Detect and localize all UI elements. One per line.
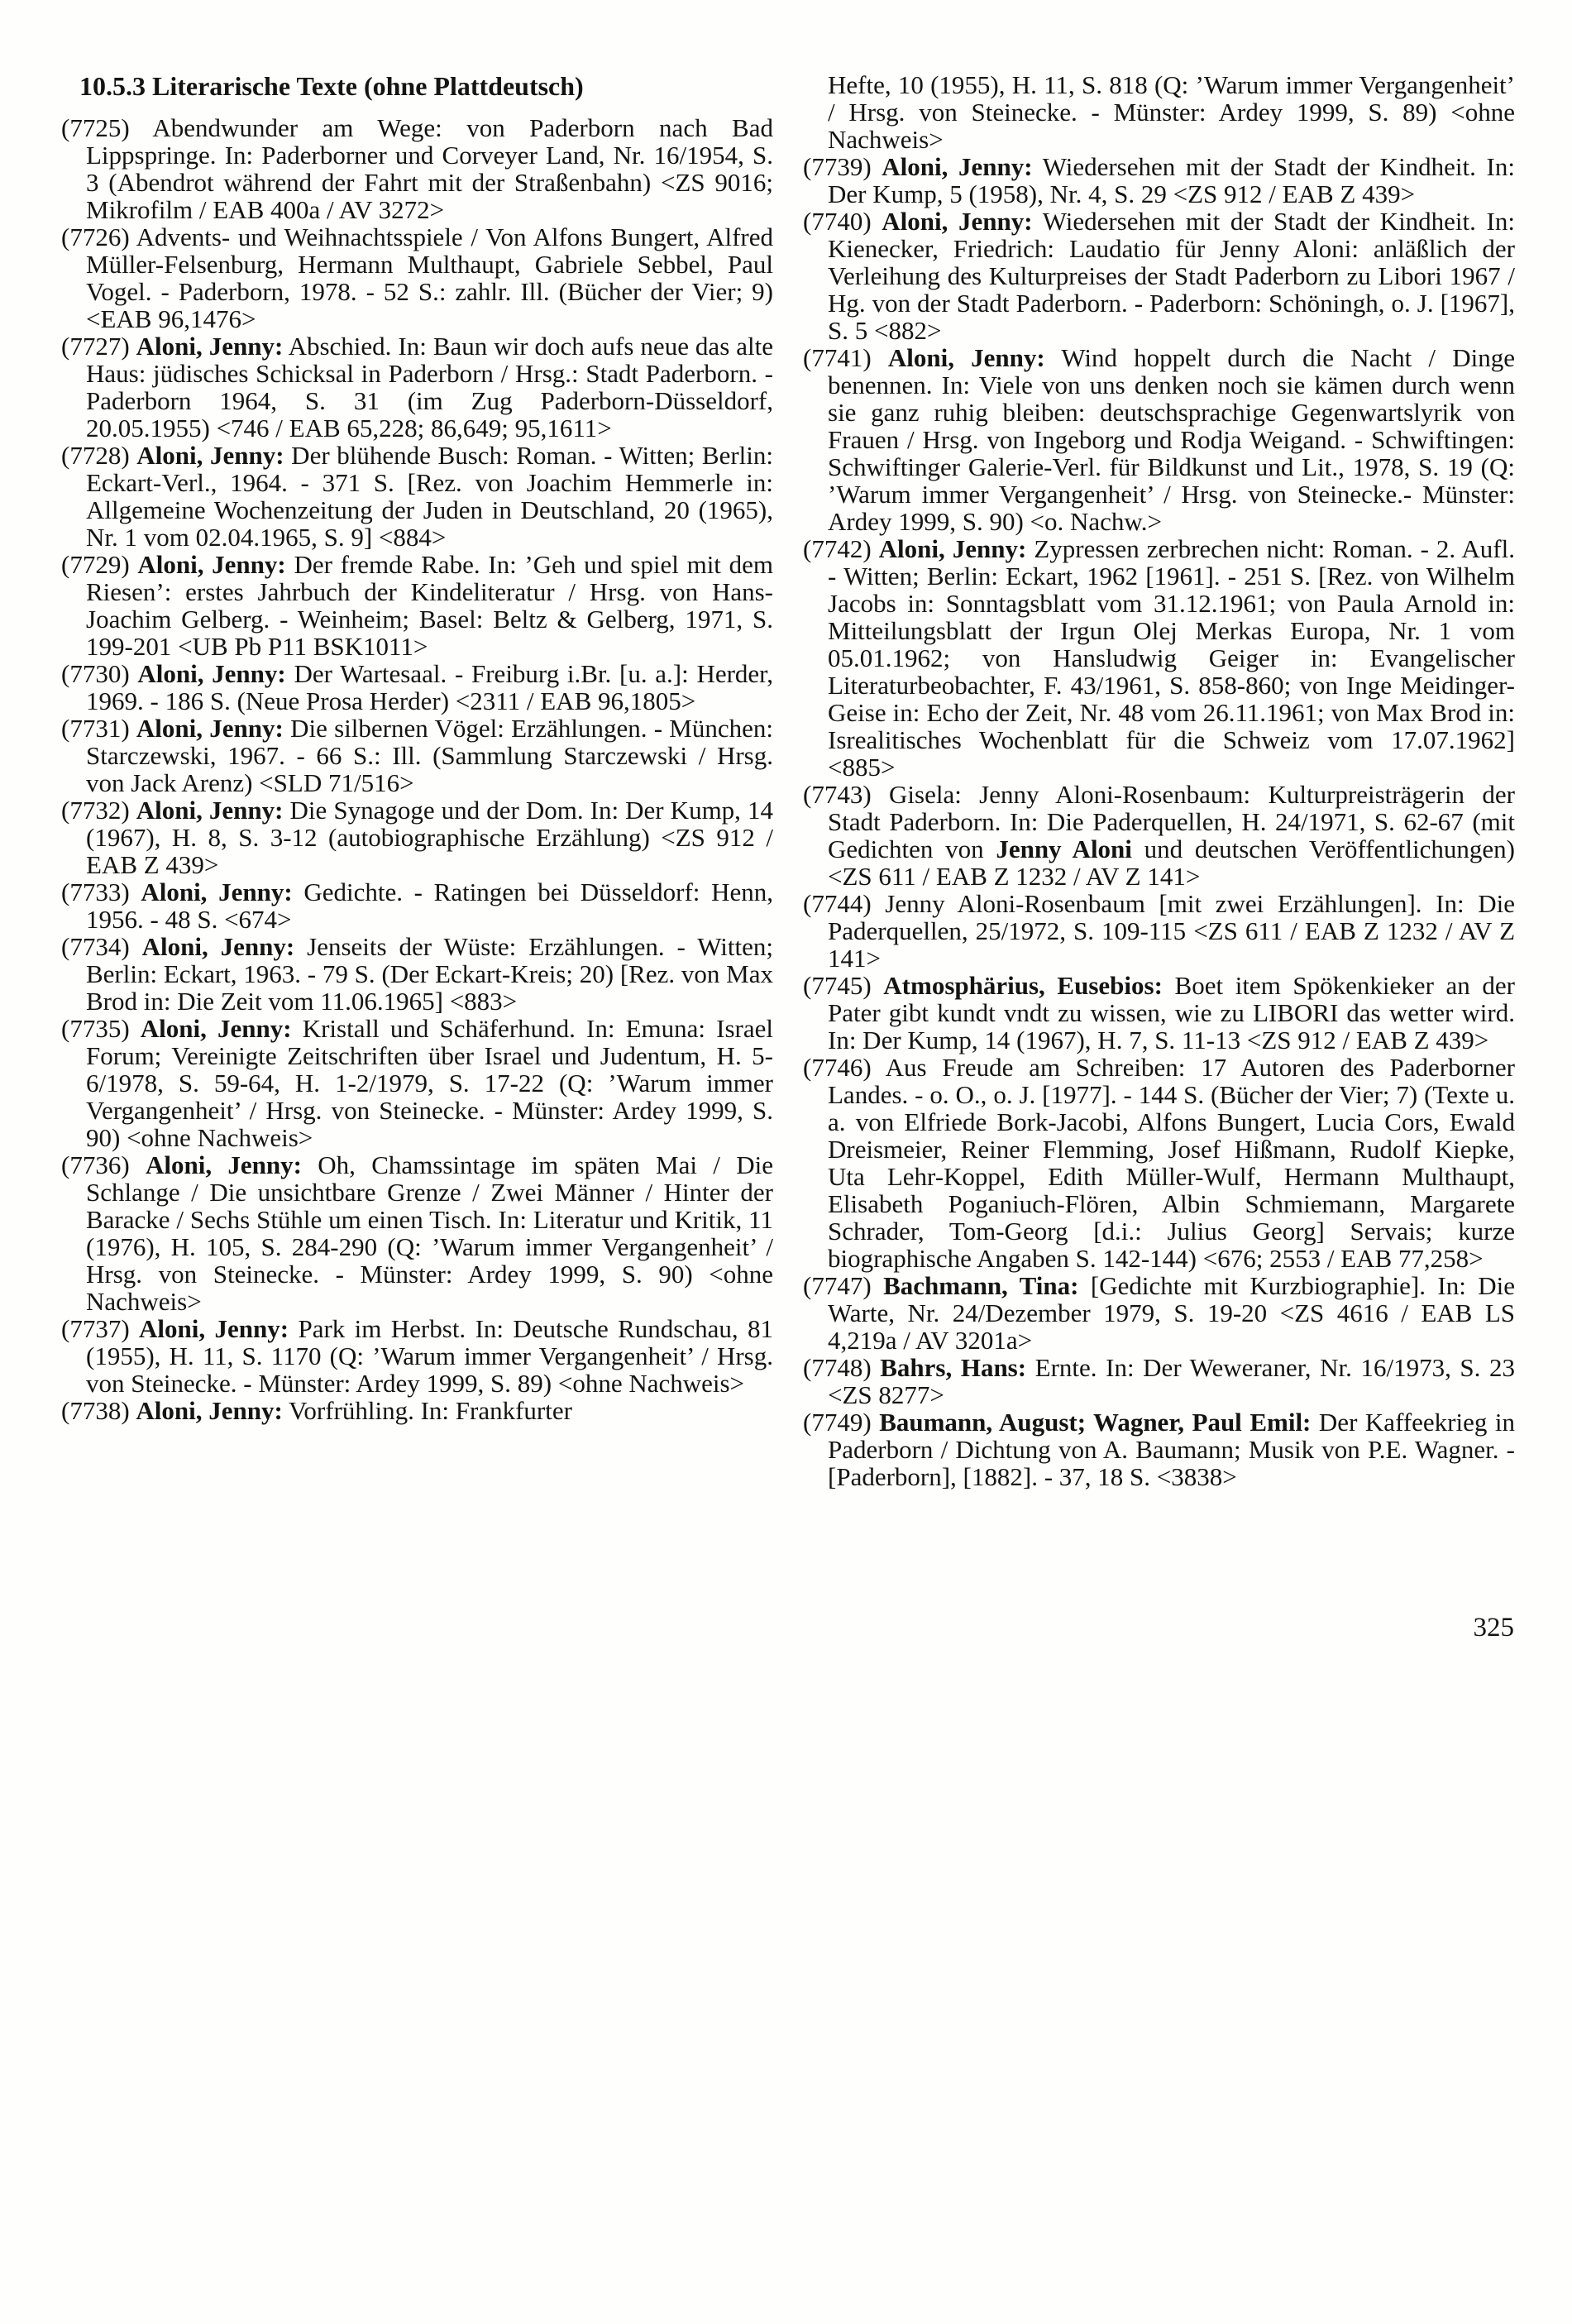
- bibliography-entry: [803, 1272, 1515, 1354]
- bibliography-entry: [803, 344, 1515, 535]
- entry-text: Vorfrühling. In: Frankfurter: [282, 1396, 572, 1425]
- entry-text: (7748): [803, 1353, 881, 1382]
- entry-text: (7735): [61, 1014, 141, 1043]
- entry-text: (7730): [61, 659, 138, 688]
- author-name: Aloni, Jenny:: [139, 1314, 289, 1343]
- entry-text: (7742): [803, 534, 879, 563]
- entry-text: (7743) Gisela: Jenny Aloni-Rosenbaum: Kulturpreisträgerin der Stadt Paderborn. In: Die Paderquellen, H. 24/1971, S. 62-67 (mit Gedichten von: [803, 780, 1515, 863]
- author-name: Aloni, Jenny:: [141, 877, 293, 906]
- entry-text: Zypressen zerbrechen nicht: Roman. - 2. Aufl. - Witten; Berlin: Eckart, 1962 [1961]. - 251 S. [Rez. von Wilhelm Jacobs in: Sonntagsblatt vom 31.12.1961; von Paula Arnold in: Mitteilungsblatt der Irgun Olej Merkas Europa, Nr. 1 vom 05.01.1962; von Hansludwig Geiger in: Evangelischer Literaturbeobachter, F. 43/1961, S. 858-860; von Inge Meidinger-Geise in: Echo der Zeit, Nr. 48 vom 26.11.1961; von Max Brod in: Isrealitisches Wochenblatt für die Schweiz vom 17.07.1962] <885>: [828, 534, 1515, 782]
- entry-text: (7736): [61, 1150, 146, 1179]
- entry-text: Wiedersehen mit der Stadt der Kindheit. In: Der Kump, 5 (1958), Nr. 4, S. 29 <ZS 912 / EAB Z 439>: [828, 152, 1515, 208]
- page-content: [61, 71, 1515, 1490]
- bibliography-entry: [803, 781, 1515, 890]
- entry-text: Der fremde Rabe. In: ’Geh und spiel mit dem Riesen’: erstes Jahrbuch der Kindeliteratur / Hrsg. von Hans-Joachim Gelberg. - Weinheim; Basel: Beltz & Gelberg, 1971, S. 199-201 <UB Pb P11 BSK1011>: [86, 550, 773, 661]
- entry-text: (7733): [61, 877, 141, 906]
- entry-text: (7729): [61, 550, 138, 579]
- entry-text: (7732): [61, 796, 136, 825]
- bibliography-entry: [61, 442, 773, 551]
- bibliography-entry: [61, 796, 773, 878]
- author-name: Bahrs, Hans:: [880, 1353, 1027, 1382]
- bibliography-entry: [61, 878, 773, 933]
- entry-text: (7731): [61, 714, 136, 743]
- entry-text: Wind hoppelt durch die Nacht / Dinge benennen. In: Viele von uns denken noch sie kämen durch wenn sie ganz ruhig bleiben: deutschsprachige Gegenwartslyrik von Frauen / Hrsg. von Ingeborg und Rodja Weigand. - Schwiftingen: Schwiftinger Galerie-Verl. für Bildkunst und Lit., 1978, S. 19 (Q: ’Warum immer Vergangenheit’ / Hrsg. von Steinecke.- Münster: Ardey 1999, S. 90) <o. Nachw.>: [828, 343, 1515, 536]
- bibliography-entry: [803, 535, 1515, 781]
- bibliography-entry: [803, 208, 1515, 344]
- author-name: Atmosphärius, Eusebios:: [883, 971, 1163, 1000]
- author-name: Jenny Aloni: [996, 834, 1132, 863]
- bibliography-entry: [803, 1354, 1515, 1408]
- bibliography-entry: [61, 1397, 773, 1424]
- author-name: Aloni, Jenny:: [140, 1014, 292, 1043]
- entry-text: (7726) Advents- und Weihnachtsspiele / Von Alfons Bungert, Alfred Müller-Felsenburg, Hermann Multhaupt, Gabriele Sebbel, Paul Vogel. - Paderborn, 1978. - 52 S.: zahlr. Ill. (Bücher der Vier; 9) <EAB 96,1476>: [61, 222, 773, 333]
- bibliography-entry: [61, 1315, 773, 1397]
- entry-text: Ernte. In: Der Weweraner, Nr. 16/1973, S. 23 <ZS 8277>: [828, 1353, 1516, 1409]
- author-name: Aloni, Jenny:: [136, 714, 284, 743]
- bibliography-entry: [803, 890, 1515, 972]
- entry-text: (7746) Aus Freude am Schreiben: 17 Autoren des Paderborner Landes. - o. O., o. J. [1977]. - 144 S. (Bücher der Vier; 7) (Texte u. a. von Elfriede Bork-Jacobi, Alfons Bungert, Lucia Cors, Ewald Dreismeier, Reiner Flemming, Josef Hißmann, Rudolf Kiepke, Uta Lehr-Koppel, Edith Müller-Wulf, Hermann Multhaupt, Elisabeth Poganiuch-Flören, Albin Schmiemann, Margarete Schrader, Tom-Georg [d.i.: Julius Georg] Servais; kurze biographische Angaben S. 142-144) <676; 2553 / EAB 77,258>: [803, 1053, 1515, 1273]
- bibliography-entry: [61, 715, 773, 796]
- author-name: Baumann, August; Wagner, Paul Emil:: [879, 1408, 1312, 1437]
- entry-text: Gedichte. - Ratingen bei Düsseldorf: Henn, 1956. - 48 S. <674>: [86, 877, 773, 934]
- section-heading: 10.5.3 Literarische Texte (ohne Plattdeutsch): [79, 71, 584, 101]
- right-column: [803, 71, 1515, 1490]
- author-name: Aloni, Jenny:: [887, 343, 1045, 372]
- entry-text: Hefte, 10 (1955), H. 11, S. 818 (Q: ’Warum immer Vergangenheit’ / Hrsg. von Steinecke. - Münster: Ardey 1999, S. 89) <ohne Nachweis>: [828, 70, 1515, 154]
- bibliography-entry: [61, 223, 773, 332]
- bibliography-entry: [61, 933, 773, 1015]
- entry-text: Kristall und Schäferhund. In: Emuna: Israel Forum; Vereinigte Zeitschriften über Israel und Judentum, H. 5-6/1978, S. 59-64, H. 1-2/1979, S. 17-22 (Q: ’Warum immer Vergangenheit’ / Hrsg. von Steinecke. - Münster: Ardey 1999, S. 90) <ohne Nachweis>: [86, 1014, 773, 1152]
- entry-text: (7737): [61, 1314, 140, 1343]
- entry-text: Park im Herbst. In: Deutsche Rundschau, 81 (1955), H. 11, S. 1170 (Q: ’Warum immer Vergangenheit’ / Hrsg. von Steinecke. - Münster: Ardey 1999, S. 89) <ohne Nachweis>: [86, 1314, 773, 1398]
- author-name: Aloni, Jenny:: [882, 152, 1033, 181]
- author-name: Aloni, Jenny:: [136, 332, 284, 361]
- entry-text: (7739): [803, 152, 882, 181]
- author-name: Aloni, Jenny:: [137, 659, 286, 688]
- entry-text: (7744) Jenny Aloni-Rosenbaum [mit zwei Erzählungen]. In: Die Paderquellen, 25/1972, S. 109-115 <ZS 611 / EAB Z 1232 / AV Z 141>: [803, 889, 1515, 973]
- entry-text: Der blühende Busch: Roman. - Witten; Berlin: Eckart-Verl., 1964. - 371 S. [Rez. von Joachim Hemmerle in: Allgemeine Wochenzeitung der Juden in Deutschland, 20 (1965), Nr. 1 vom 02.04.1965, S. 9] <884>: [86, 441, 773, 552]
- bibliography-entry: [61, 114, 773, 223]
- author-name: Aloni, Jenny:: [141, 932, 295, 961]
- bibliography-entry: [803, 153, 1515, 208]
- bibliography-entry: [61, 551, 773, 660]
- bibliography-entry: [61, 332, 773, 442]
- entry-text: [Gedichte mit Kurzbiographie]. In: Die Warte, Nr. 24/Dezember 1979, S. 19-20 <ZS 4616 / EAB LS 4,219a / AV 3201a>: [828, 1271, 1515, 1355]
- entry-text: Wiedersehen mit der Stadt der Kindheit. In: Kienecker, Friedrich: Laudatio für Jenny Aloni: anläßlich der Verleihung des Kulturpreises der Stadt Paderborn zu Libori 1967 / Hg. von der Stadt Paderborn. - Paderborn: Schöningh, o. J. [1967], S. 5 <882>: [828, 207, 1515, 345]
- entry-text: Der Kaffeekrieg in Paderborn / Dichtung von A. Baumann; Musik von P.E. Wagner. - [Paderborn], [1882]. - 37, 18 S. <3838>: [828, 1408, 1516, 1491]
- entry-text: Jenseits der Wüste: Erzählungen. - Witten; Berlin: Eckart, 1963. - 79 S. (Der Eckart-Kreis; 20) [Rez. von Max Brod in: Die Zeit vom 11.06.1965] <883>: [86, 932, 773, 1016]
- entry-text: Die Synagoge und der Dom. In: Der Kump, 14 (1967), H. 8, S. 3-12 (autobiographische Erzählung) <ZS 912 / EAB Z 439>: [86, 796, 773, 879]
- bibliography-entry: [61, 660, 773, 715]
- entry-text: (7747): [803, 1271, 884, 1300]
- page-number: 325: [1473, 1613, 1514, 1643]
- author-name: Aloni, Jenny:: [136, 1396, 283, 1425]
- bibliography-entry: [61, 1015, 773, 1151]
- entry-text: (7745): [803, 971, 884, 1000]
- author-name: Aloni, Jenny:: [136, 796, 284, 825]
- bibliography-entry: [803, 972, 1515, 1054]
- author-name: Aloni, Jenny:: [136, 441, 284, 470]
- author-name: Bachmann, Tina:: [883, 1271, 1079, 1300]
- left-column: [61, 71, 773, 1490]
- entry-text: (7728): [61, 441, 137, 470]
- entry-text: Abschied. In: Baun wir doch aufs neue das alte Haus: jüdisches Schicksal in Paderborn / Hrsg.: Stadt Paderborn. - Paderborn 1964, S. 31 (im Zug Paderborn-Düsseldorf, 20.05.1955) <746 / EAB 65,228; 86,649; 95,1611>: [86, 332, 773, 442]
- bibliography-entry: [61, 1151, 773, 1315]
- author-name: Aloni, Jenny:: [878, 534, 1027, 563]
- bibliography-entry: [803, 1408, 1515, 1490]
- author-name: Aloni, Jenny:: [882, 207, 1033, 236]
- right-column-entries: [803, 71, 1515, 1490]
- entry-text: Die silbernen Vögel: Erzählungen. - München: Starczewski, 1967. - 66 S.: Ill. (Sammlung Starczewski / Hrsg. von Jack Arenz) <SLD 71/516>: [86, 714, 773, 797]
- entry-text: (7727): [61, 332, 136, 361]
- entry-text: (7740): [803, 207, 882, 236]
- entry-text: Boet item Spökenkieker an der Pater gibt kundt vndt zu wissen, wie zu LIBORI das wetter wird. In: Der Kump, 14 (1967), H. 7, S. 11-13 <ZS 912 / EAB Z 439>: [828, 971, 1515, 1054]
- entry-text: (7741): [803, 343, 888, 372]
- bibliography-entry-continuation: [803, 71, 1515, 153]
- entry-text: und deutschen Veröffentlichungen) <ZS 611 / EAB Z 1232 / AV Z 141>: [828, 834, 1515, 891]
- author-name: Aloni, Jenny:: [145, 1150, 302, 1179]
- author-name: Aloni, Jenny:: [137, 550, 286, 579]
- entry-text: Oh, Chamssintage im späten Mai / Die Schlange / Die unsichtbare Grenze / Zwei Männer / Hinter der Baracke / Sechs Stühle um einen Tisch. In: Literatur und Kritik, 11 (1976), H. 105, S. 284-290 (Q: ’Warum immer Vergangenheit’ / Hrsg. von Steinecke. - Münster: Ardey 1999, S. 90) <ohne Nachweis>: [86, 1150, 773, 1316]
- entry-text: (7725) Abendwunder am Wege: von Paderborn nach Bad Lippspringe. In: Paderborner und Corveyer Land, Nr. 16/1954, S. 3 (Abendrot während der Fahrt mit der Straßenbahn) <ZS 9016; Mikrofilm / EAB 400a / AV 3272>: [61, 113, 773, 224]
- entry-text: (7734): [61, 932, 142, 961]
- left-column-entries: [61, 114, 773, 1424]
- entry-text: Der Wartesaal. - Freiburg i.Br. [u. a.]: Herder, 1969. - 186 S. (Neue Prosa Herder) <2311 / EAB 96,1805>: [86, 659, 774, 715]
- bibliography-entry: [803, 1054, 1515, 1272]
- entry-text: (7749): [803, 1408, 880, 1437]
- entry-text: (7738): [61, 1396, 136, 1425]
